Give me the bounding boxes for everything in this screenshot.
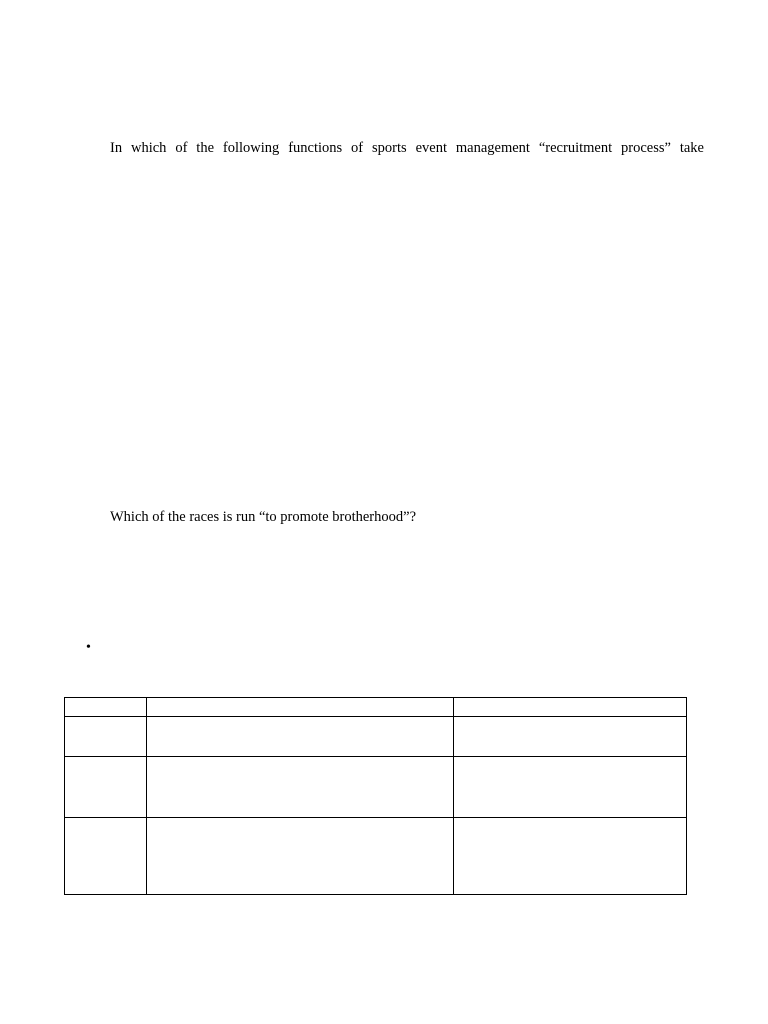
table-cell xyxy=(147,818,454,895)
empty-table xyxy=(64,697,687,895)
table-cell xyxy=(65,757,147,818)
table-cell xyxy=(454,757,687,818)
table-cell xyxy=(65,818,147,895)
bullet-point: • xyxy=(86,640,91,655)
table-cell xyxy=(147,757,454,818)
table-cell xyxy=(454,717,687,757)
table-row xyxy=(65,757,687,818)
table-cell xyxy=(454,698,687,717)
table-row xyxy=(65,698,687,717)
table-cell xyxy=(147,717,454,757)
table-row xyxy=(65,818,687,895)
table-cell xyxy=(65,717,147,757)
table-cell xyxy=(65,698,147,717)
table-cell xyxy=(454,818,687,895)
question-brotherhood-race: Which of the races is run “to promote brotherhood”? xyxy=(110,509,417,525)
table-row xyxy=(65,717,687,757)
question-recruitment-process: In which of the following functions of sports event management “recruitment process” take xyxy=(110,140,704,156)
table-cell xyxy=(147,698,454,717)
